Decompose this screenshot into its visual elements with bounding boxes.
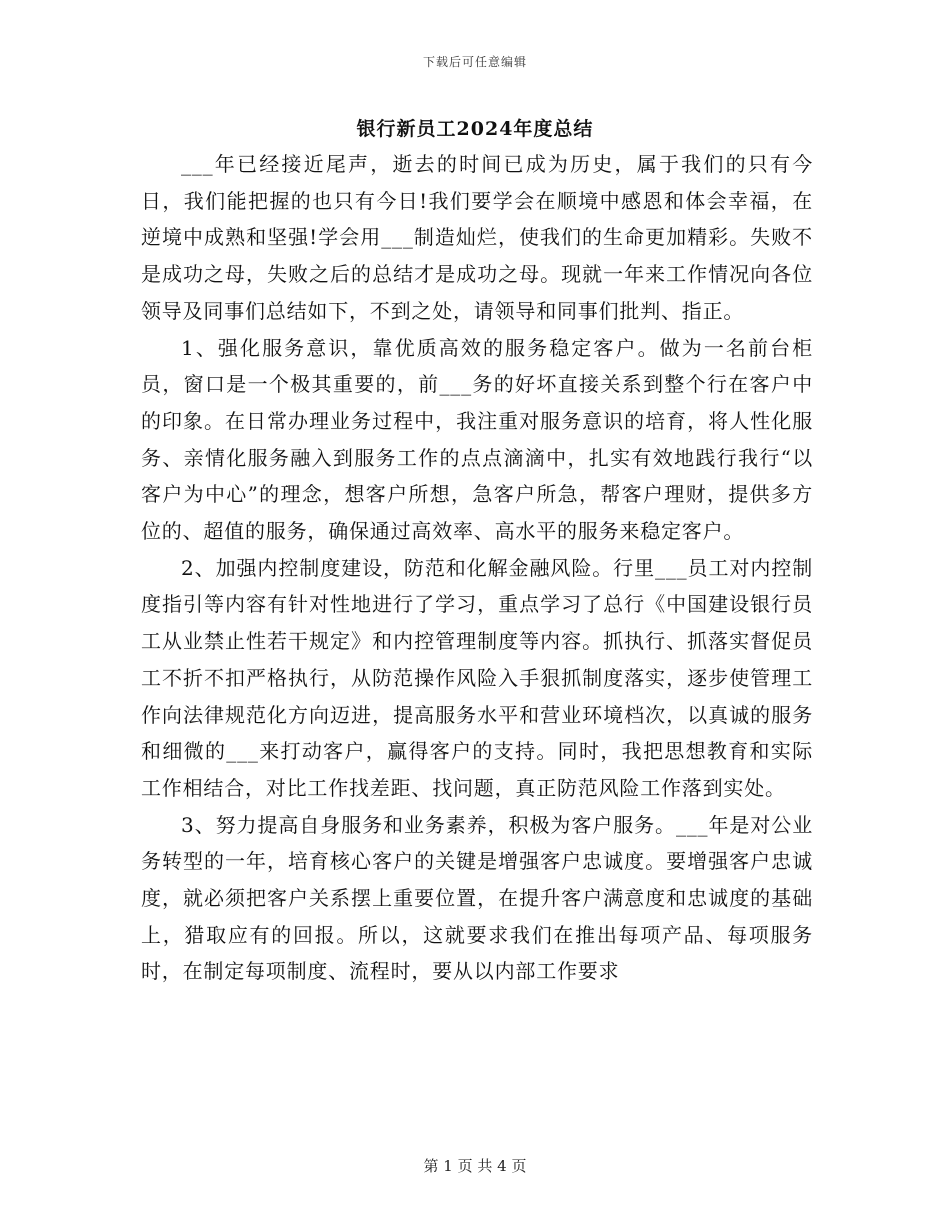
paragraph-2: 2、加强内控制度建设，防范和化解金融风险。行里___员工对内控制度指引等内容有针对性地进行了学习，重点学习了总行《中国建设银行员工从业禁止性若干规定》和内控管理制度等内容。抓执行、抓落实督促员工不折不扣严格执行，从防范操作风险入手狠抓制度落实，逐步使管理工作向法律规范化方向迈进，提高服务水平和营业环境档次，以真诚的服务和细微的___来打动客户，赢得客户的支持。同时，我把思想教育和实际工作相结合，对比工作找差距、找问题，真正防范风险工作落到实处。	[141, 555, 813, 800]
page-number: 第 1 页 共 4 页	[423, 1157, 527, 1175]
document-title: 银行新员工2024年度总结	[356, 118, 594, 140]
header-note: 下载后可任意编辑	[422, 55, 527, 69]
paragraph-1: 1、强化服务意识，靠优质高效的服务稳定客户。做为一名前台柜员，窗口是一个极其重要的，前___务的好坏直接关系到整个行在客户中的印象。在日常办理业务过程中，我注重对服务意识的培育，将人性化服务、亲情化服务融入到服务工作的点点滴滴中，扎实有效地践行我行“以客户为中心”的理念，想客户所想，急客户所急，帮客户理财，提供多方位的、超值的服务，确保通过高效率、高水平的服务来稳定客户。	[141, 335, 813, 544]
document-body	[141, 146, 813, 990]
paragraph-3: 3、努力提高自身服务和业务素养，积极为客户服务。___年是对公业务转型的一年，培育核心客户的关键是增强客户忠诚度。要增强客户忠诚度，就必须把客户关系摆上重要位置，在提升客户满意度和忠诚度的基础上，猎取应有的回报。所以，这就要求我们在推出每项产品、每项服务时，在制定每项制度、流程时，要从以内部工作要求	[141, 812, 813, 984]
paragraph-intro: ___年已经接近尾声，逝去的时间已成为历史，属于我们的只有今日，我们能把握的也只有今日!我们要学会在顺境中感恩和体会幸福，在逆境中成熟和坚强!学会用___制造灿烂，使我们的生命更加精彩。失败不是成功之母，失败之后的总结才是成功之母。现就一年来工作情况向各位领导及同事们总结如下，不到之处，请领导和同事们批判、指正。	[141, 152, 813, 323]
